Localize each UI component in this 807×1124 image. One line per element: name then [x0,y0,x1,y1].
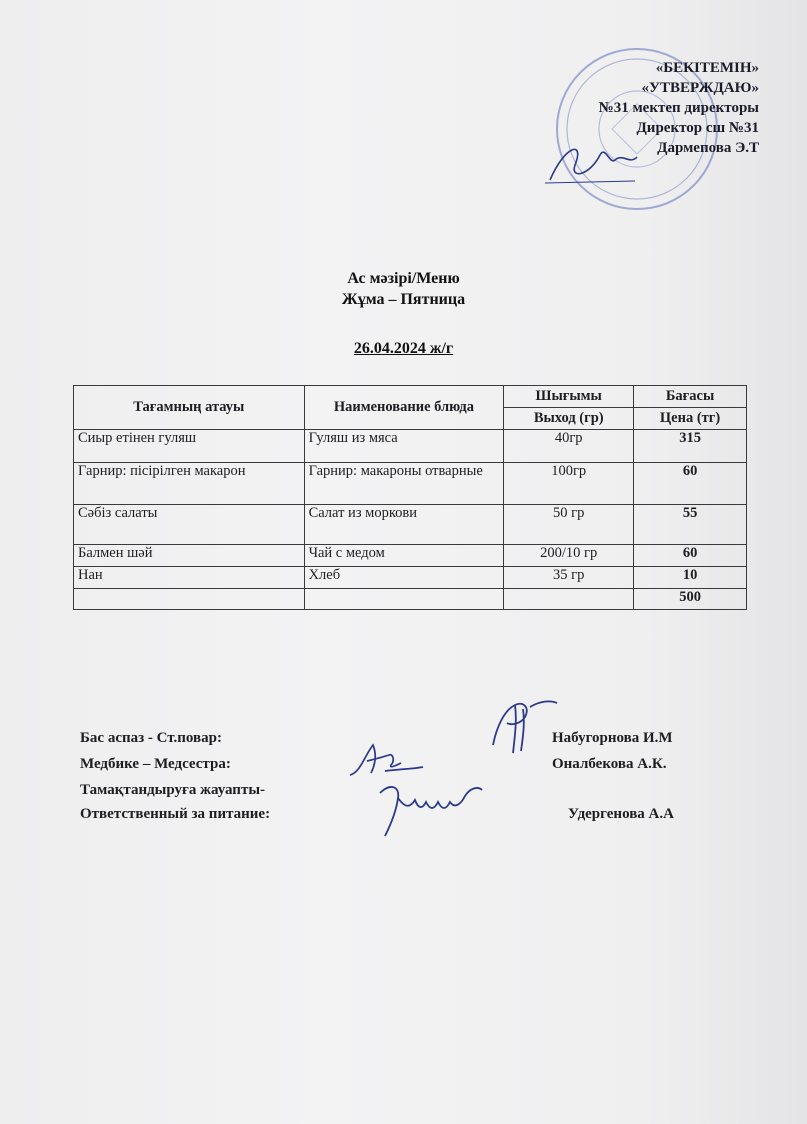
table-row [74,567,747,589]
nurse-signature-icon [345,735,425,783]
header-price-ru: Цена (тг) [634,408,747,430]
director-name: Дармепова Э.Т [657,140,759,156]
chef-name: Набугорнова И.М [552,730,673,746]
day-title: Жұма – Пятница [341,291,466,308]
table-row [74,430,747,463]
total-price: 500 [634,589,747,610]
menu-date: 26.04.2024 ж/г [353,340,454,357]
dish-ru: Салат из моркови [304,505,504,545]
dish-output: 35 гр [504,567,634,589]
table-total-row [74,589,747,610]
table-row [74,545,747,567]
chef-label: Бас аспаз - Ст.повар: [80,730,222,746]
dish-output: 100гр [504,463,634,505]
dish-price: 315 [634,430,747,463]
header-output-kz: Шығымы [504,386,634,408]
nurse-name: Оналбекова А.К. [552,756,667,772]
director-signature-icon [545,135,640,190]
dish-price: 60 [634,463,747,505]
empty-cell [304,589,504,610]
approval-line-kz: «БЕКІТЕМІН» [655,60,759,76]
table-header-row [74,386,747,408]
dish-ru: Гарнир: макароны отварные [304,463,504,505]
director-title-kz: №31 мектеп директоры [598,100,759,116]
menu-title: Ас мәзірі/Меню [347,270,460,287]
menu-table [73,385,747,610]
dish-kz: Нан [74,567,305,589]
dish-output: 50 гр [504,505,634,545]
responsible-label-kz: Тамақтандыруға жауапты- [80,782,266,798]
table-row [74,463,747,505]
dish-ru: Чай с медом [304,545,504,567]
dish-kz: Гарнир: пісірілген макарон [74,463,305,505]
nurse-label: Медбике – Медсестра: [80,756,231,772]
dish-price: 60 [634,545,747,567]
responsible-name: Удергенова А.А [568,806,674,822]
dish-kz: Балмен шәй [74,545,305,567]
responsible-signature-icon [370,778,485,840]
dish-ru: Гуляш из мяса [304,430,504,463]
approval-line-ru: «УТВЕРЖДАЮ» [641,80,759,96]
empty-cell [74,589,305,610]
responsible-label-ru: Ответственный за питание: [80,806,271,822]
dish-kz: Сиыр етінен гуляш [74,430,305,463]
dish-ru: Хлеб [304,567,504,589]
director-title-ru: Директор сш №31 [636,120,759,136]
chef-signature-icon [485,695,560,755]
table-row [74,505,747,545]
dish-output: 200/10 гр [504,545,634,567]
header-output-ru: Выход (гр) [504,408,634,430]
empty-cell [504,589,634,610]
header-price-kz: Бағасы [634,386,747,408]
dish-output: 40гр [504,430,634,463]
dish-kz: Сәбіз салаты [74,505,305,545]
dish-price: 10 [634,567,747,589]
header-kz-name: Тағамның атауы [74,386,305,430]
dish-price: 55 [634,505,747,545]
header-ru-name: Наименование блюда [304,386,504,430]
